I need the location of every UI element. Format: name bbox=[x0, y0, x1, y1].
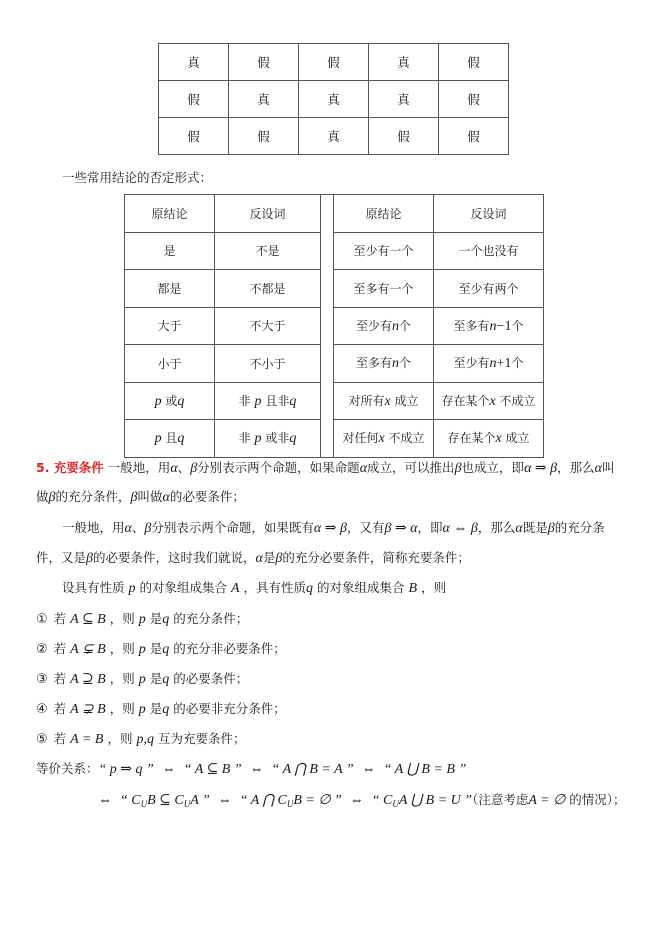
negation-table bbox=[124, 194, 544, 458]
table-cell bbox=[334, 382, 434, 420]
math-var: α bbox=[255, 551, 263, 566]
case-number: ② bbox=[36, 642, 48, 657]
table-cell: 假 bbox=[299, 44, 369, 81]
math-expr: A ⊋ B bbox=[70, 702, 106, 717]
math-var: q bbox=[177, 393, 185, 409]
table-cell: 假 bbox=[229, 44, 299, 81]
text: 等价关系： bbox=[36, 761, 99, 776]
table-cell: 都是 bbox=[125, 270, 215, 308]
math-var: β bbox=[190, 461, 198, 476]
table-cell bbox=[215, 382, 321, 420]
case-item bbox=[36, 669, 248, 690]
iff-symbol: ⇔ bbox=[349, 793, 364, 808]
math-var: p bbox=[254, 431, 262, 447]
iff-symbol: ⇔ bbox=[98, 793, 112, 808]
table-cell: 真 bbox=[299, 118, 369, 155]
math-var: β bbox=[48, 490, 56, 505]
cell-text: 对所有 bbox=[348, 393, 385, 408]
table-cell bbox=[334, 307, 434, 345]
text: ，那么 bbox=[477, 520, 516, 535]
iff-symbol: ⇔ bbox=[161, 762, 176, 777]
math-expr: “ A ⊆ B ” bbox=[183, 762, 242, 777]
math-var: α bbox=[124, 521, 132, 536]
table-row bbox=[159, 44, 509, 81]
text: 是 bbox=[149, 671, 163, 686]
math-var: α bbox=[594, 461, 602, 476]
math-var: q bbox=[289, 431, 297, 447]
math-var: p,q bbox=[136, 732, 154, 747]
table-cell bbox=[215, 420, 321, 458]
text: 一般地，用 bbox=[62, 520, 125, 535]
math-var: n bbox=[489, 318, 497, 334]
table-row bbox=[159, 81, 509, 118]
table-row bbox=[159, 118, 509, 155]
text: 的对象组成集合 bbox=[139, 580, 227, 595]
text: 的充分条 bbox=[554, 520, 605, 535]
table-cell bbox=[434, 382, 544, 420]
table-cell: 一个也没有 bbox=[434, 232, 544, 270]
table-row bbox=[125, 232, 544, 270]
case-item bbox=[36, 639, 286, 660]
math-part: “ C bbox=[119, 793, 141, 808]
table-cell: 真 bbox=[299, 81, 369, 118]
text: 的必要条件； bbox=[173, 671, 249, 686]
table-cell: 假 bbox=[439, 118, 509, 155]
cell-text: 存在某个 bbox=[447, 431, 496, 446]
text: 的充分必要条件，简称充要条件； bbox=[282, 550, 470, 565]
text: 分别表示两个命题，如果命题 bbox=[197, 460, 360, 475]
math-var: β bbox=[130, 490, 138, 505]
table-gap bbox=[321, 345, 334, 383]
table-cell: 假 bbox=[159, 81, 229, 118]
text: 的对象组成集合 bbox=[317, 580, 405, 595]
cell-text: 成立 bbox=[394, 393, 419, 408]
math-var: p bbox=[138, 642, 146, 657]
cell-text: 对任何 bbox=[342, 431, 379, 446]
text: 既是 bbox=[522, 520, 548, 535]
text: 若 bbox=[53, 641, 67, 656]
math-var: β bbox=[275, 551, 283, 566]
case-item bbox=[36, 609, 248, 630]
table-gap bbox=[321, 195, 334, 233]
table-row bbox=[125, 270, 544, 308]
table-cell bbox=[434, 345, 544, 383]
section-heading: 5. 充要条件 bbox=[36, 460, 104, 475]
table-row bbox=[125, 345, 544, 383]
table-header-row bbox=[125, 195, 544, 233]
equivalence-line1 bbox=[36, 759, 466, 780]
math-expr: “ A ⋂ B = A ” bbox=[271, 762, 354, 777]
cell-text: 至多有 bbox=[453, 318, 490, 333]
math-var: q bbox=[162, 612, 170, 627]
cell-text: 个 bbox=[399, 356, 412, 371]
truth-table bbox=[158, 43, 509, 155]
math-var: q bbox=[177, 431, 185, 447]
math-var: q bbox=[162, 672, 170, 687]
text: 也成立，即 bbox=[461, 460, 525, 475]
text: ，则 bbox=[421, 580, 447, 595]
text: 叫做 bbox=[137, 489, 163, 504]
table-cell: 不是 bbox=[215, 232, 321, 270]
text: 是 bbox=[149, 641, 163, 656]
math-var: p bbox=[138, 612, 146, 627]
section5-line4 bbox=[36, 548, 470, 569]
math-expr: “ A ⋃ B = B ” bbox=[383, 762, 467, 777]
table-cell: 假 bbox=[159, 118, 229, 155]
text: 互为充要条件； bbox=[157, 731, 246, 746]
math-subscript: U bbox=[286, 799, 294, 809]
cell-text: 不成立 bbox=[499, 393, 536, 408]
table-cell bbox=[434, 420, 544, 458]
table-cell: 不小于 bbox=[215, 345, 321, 383]
table-cell bbox=[125, 420, 215, 458]
cell-text: 且非 bbox=[265, 393, 290, 408]
text: ，则 bbox=[109, 701, 135, 716]
math-part: “ C bbox=[371, 793, 393, 808]
table-cell: 至少有一个 bbox=[334, 232, 434, 270]
text: 的必要条件，这时我们就说， bbox=[93, 550, 256, 565]
case-number: ① bbox=[36, 612, 48, 627]
cell-text: 个 bbox=[511, 318, 524, 333]
table-cell: 小于 bbox=[125, 345, 215, 383]
math-expr: α ⇔ β bbox=[442, 521, 478, 536]
cell-text: 且 bbox=[165, 431, 178, 446]
text: ，又有 bbox=[346, 520, 385, 535]
text: 一般地，用 bbox=[107, 460, 171, 475]
text: 叫 bbox=[602, 460, 615, 475]
table-cell: 假 bbox=[369, 118, 439, 155]
text: 的必要非充分条件； bbox=[173, 701, 286, 716]
math-expr: “ p ⇒ q ” bbox=[98, 762, 154, 777]
header-original: 原结论 bbox=[125, 195, 215, 233]
header-negation: 反设词 bbox=[215, 195, 321, 233]
math-var: α bbox=[170, 461, 178, 476]
math-subscript: U bbox=[140, 799, 148, 809]
text: ，则 bbox=[109, 611, 135, 626]
cell-text: 至多有 bbox=[355, 356, 392, 371]
text: 的充分条件， bbox=[55, 489, 131, 504]
math-var: n bbox=[392, 318, 399, 334]
table-gap bbox=[321, 270, 334, 308]
math-expr: A ⊆ B bbox=[70, 612, 106, 627]
table-row bbox=[125, 420, 544, 458]
case-number: ⑤ bbox=[36, 732, 48, 747]
cell-text: 成立 bbox=[505, 431, 530, 446]
table-cell bbox=[125, 382, 215, 420]
section5-line2 bbox=[36, 487, 245, 508]
math-var: A bbox=[230, 581, 240, 596]
table-cell: 真 bbox=[369, 44, 439, 81]
math-expr bbox=[120, 793, 210, 808]
section5-line3 bbox=[62, 518, 605, 539]
text: 、 bbox=[177, 460, 191, 475]
math-expr: A = B bbox=[70, 732, 104, 747]
negation-intro: 一些常用结论的否定形式： bbox=[62, 170, 213, 185]
math-var: β bbox=[547, 521, 555, 536]
math-part: B = ∅ ” bbox=[293, 793, 342, 808]
math-var: x bbox=[378, 431, 385, 447]
math-var: q bbox=[162, 642, 170, 657]
math-var: α bbox=[515, 521, 523, 536]
iff-symbol: ⇔ bbox=[361, 762, 376, 777]
math-expr: +1 bbox=[496, 356, 512, 372]
math-var: q bbox=[289, 393, 297, 409]
cell-text: 或非 bbox=[265, 431, 290, 446]
table-cell: 假 bbox=[439, 81, 509, 118]
text: 成立，可以推出 bbox=[367, 460, 455, 475]
section5-line1 bbox=[36, 458, 615, 479]
case-item bbox=[36, 699, 286, 720]
math-expr bbox=[372, 793, 472, 808]
text: ，即 bbox=[417, 520, 443, 535]
table-gap bbox=[321, 382, 334, 420]
math-var: x bbox=[489, 393, 496, 409]
table-gap bbox=[321, 232, 334, 270]
table-cell: 至少有两个 bbox=[434, 270, 544, 308]
header-original: 原结论 bbox=[334, 195, 434, 233]
text: 的充分非必要条件； bbox=[173, 641, 286, 656]
table-cell bbox=[434, 307, 544, 345]
section5-line5 bbox=[62, 578, 446, 599]
math-var: β bbox=[454, 461, 462, 476]
cell-text: 非 bbox=[238, 431, 251, 446]
text: 的充分条件； bbox=[173, 611, 249, 626]
math-var: q bbox=[306, 581, 314, 596]
table-gap bbox=[321, 420, 334, 458]
math-var: p bbox=[138, 672, 146, 687]
math-var: α bbox=[162, 490, 170, 505]
math-expr bbox=[240, 793, 342, 808]
math-expr: A ⊊ B bbox=[70, 642, 106, 657]
cell-text: 个 bbox=[399, 318, 412, 333]
math-expr: α ⇒ β bbox=[313, 521, 347, 536]
text: 是 bbox=[149, 611, 163, 626]
note-text: 的情况）； bbox=[569, 792, 626, 807]
math-expr: A = ∅ bbox=[528, 793, 566, 808]
text: ，则 bbox=[107, 731, 133, 746]
table-cell: 假 bbox=[439, 44, 509, 81]
math-expr: −1 bbox=[496, 318, 512, 334]
text: 若 bbox=[53, 611, 67, 626]
note-text: （注意考虑 bbox=[472, 792, 529, 807]
math-var: β bbox=[144, 521, 152, 536]
header-negation: 反设词 bbox=[434, 195, 544, 233]
math-var: p bbox=[128, 581, 136, 596]
math-var: n bbox=[392, 356, 399, 372]
text: ，则 bbox=[109, 641, 135, 656]
text: 是 bbox=[262, 550, 276, 565]
equivalence-line2 bbox=[98, 790, 626, 814]
case-item bbox=[36, 729, 245, 750]
text: ，那么 bbox=[557, 460, 595, 475]
table-cell: 假 bbox=[229, 118, 299, 155]
math-var: x bbox=[384, 393, 391, 409]
text: 若 bbox=[53, 701, 67, 716]
table-cell: 大于 bbox=[125, 307, 215, 345]
table-row bbox=[125, 382, 544, 420]
table-cell: 是 bbox=[125, 232, 215, 270]
text: ，具有性质 bbox=[243, 580, 307, 595]
table-cell bbox=[334, 345, 434, 383]
math-part: “ A ⋂ C bbox=[239, 793, 287, 808]
math-expr: α ⇒ β bbox=[524, 461, 558, 476]
math-var: x bbox=[495, 431, 502, 447]
math-var: n bbox=[489, 356, 497, 372]
math-subscript: U bbox=[183, 799, 191, 809]
text: 、 bbox=[131, 520, 145, 535]
table-cell: 真 bbox=[159, 44, 229, 81]
math-expr: A ⊇ B bbox=[70, 672, 106, 687]
text: 设具有性质 bbox=[62, 580, 125, 595]
table-row bbox=[125, 307, 544, 345]
text: 分别表示两个命题，如果既有 bbox=[151, 520, 314, 535]
text: 的必要条件； bbox=[169, 489, 245, 504]
iff-symbol: ⇔ bbox=[249, 762, 264, 777]
cell-text: 或 bbox=[165, 393, 178, 408]
cell-text: 至少有 bbox=[453, 356, 490, 371]
cell-text: 个 bbox=[511, 356, 524, 371]
table-cell: 不大于 bbox=[215, 307, 321, 345]
math-var: p bbox=[154, 393, 162, 409]
text: ，则 bbox=[109, 671, 135, 686]
math-part: A ⋃ B = U ” bbox=[398, 793, 473, 808]
math-subscript: U bbox=[392, 799, 399, 809]
math-var: B bbox=[408, 581, 418, 596]
math-var: p bbox=[254, 393, 262, 409]
cell-text: 不成立 bbox=[388, 431, 425, 446]
math-var: p bbox=[138, 702, 146, 717]
table-cell: 真 bbox=[229, 81, 299, 118]
cell-text: 存在某个 bbox=[441, 393, 490, 408]
case-number: ④ bbox=[36, 702, 48, 717]
cell-text: 非 bbox=[238, 393, 251, 408]
math-var: p bbox=[154, 431, 162, 447]
text: 做 bbox=[36, 489, 49, 504]
text: 件，又是 bbox=[36, 550, 87, 565]
math-part: A ” bbox=[190, 793, 210, 808]
text: 若 bbox=[53, 731, 67, 746]
table-cell bbox=[334, 420, 434, 458]
table-gap bbox=[321, 307, 334, 345]
table-cell: 不都是 bbox=[215, 270, 321, 308]
math-expr: β ⇒ α bbox=[384, 521, 418, 536]
text: 若 bbox=[53, 671, 67, 686]
table-cell: 真 bbox=[369, 81, 439, 118]
text: 是 bbox=[149, 701, 163, 716]
iff-symbol: ⇔ bbox=[217, 793, 232, 808]
case-number: ③ bbox=[36, 672, 48, 687]
table-cell: 至多有一个 bbox=[334, 270, 434, 308]
math-var: α bbox=[359, 461, 368, 476]
cell-text: 至少有 bbox=[355, 318, 392, 333]
math-var: q bbox=[162, 702, 170, 717]
math-var: β bbox=[86, 551, 93, 566]
math-part: B ⊆ C bbox=[147, 793, 184, 808]
